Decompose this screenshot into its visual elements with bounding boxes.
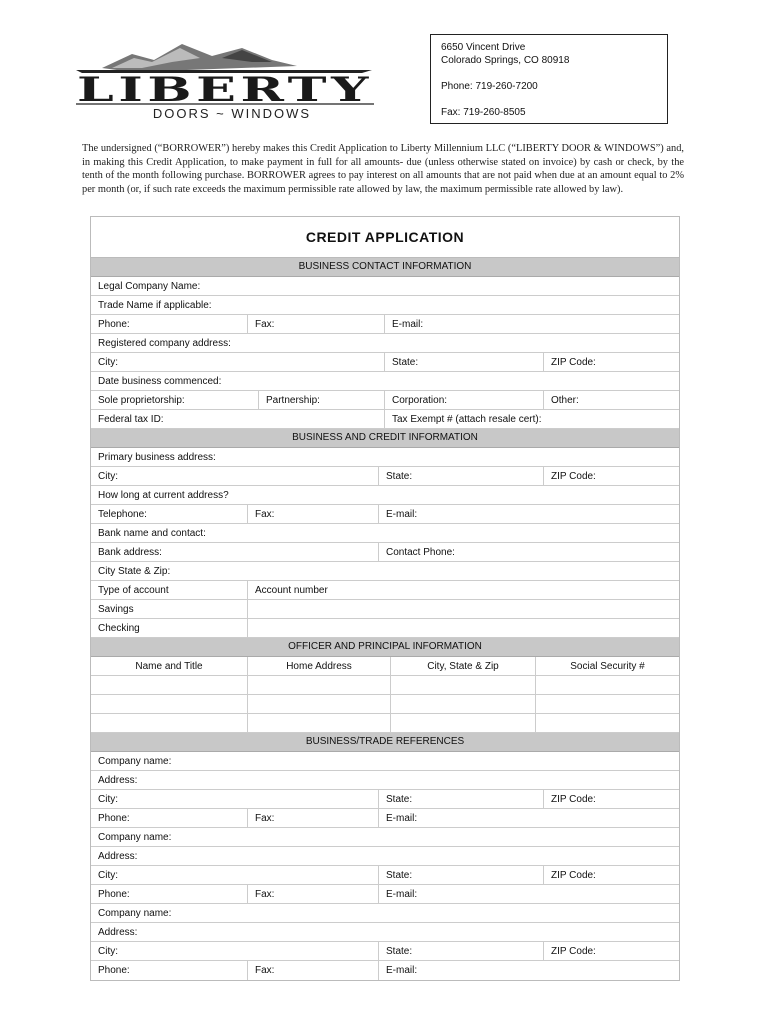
tax-exempt-field[interactable]: Tax Exempt # (attach resale cert):: [392, 413, 542, 425]
address-box: [430, 34, 668, 124]
brand-tagline: DOORS ~ WINDOWS: [152, 106, 312, 120]
corporation-field[interactable]: Corporation:: [385, 391, 544, 409]
officer-address-cell[interactable]: [248, 695, 391, 713]
ref2-fax-field[interactable]: Fax:: [248, 885, 379, 903]
street-address: 6650 Vincent Drive: [441, 42, 526, 53]
sole-proprietorship-field[interactable]: Sole proprietorship:: [91, 391, 259, 409]
officer-ssn-cell[interactable]: [536, 676, 679, 694]
email-field[interactable]: E-mail:: [392, 318, 424, 330]
checking-account-number-field[interactable]: [248, 619, 679, 637]
ref3-zip-field[interactable]: ZIP Code:: [551, 945, 596, 957]
city-line: Colorado Springs, CO 80918: [441, 55, 570, 66]
savings-label: Savings: [91, 600, 248, 618]
ref3-fax-field[interactable]: Fax:: [248, 961, 379, 980]
ref3-phone-field[interactable]: Phone:: [91, 961, 248, 980]
ref1-company-name-field[interactable]: Company name:: [98, 755, 172, 767]
ref2-city-field[interactable]: City:: [91, 866, 379, 884]
city-field[interactable]: City:: [91, 353, 385, 371]
brand-name: LIBERTY: [77, 70, 373, 110]
ref1-phone-field[interactable]: Phone:: [91, 809, 248, 827]
officer-city-cell[interactable]: [391, 714, 536, 732]
credit-zip-field[interactable]: ZIP Code:: [551, 470, 596, 482]
ref3-address-field[interactable]: Address:: [98, 926, 138, 938]
city-state-zip-field[interactable]: City State & Zip:: [98, 565, 171, 577]
contact-phone-field[interactable]: Contact Phone:: [386, 546, 455, 558]
section-header-references: BUSINESS/TRADE REFERENCES: [91, 733, 679, 752]
ref3-city-field[interactable]: City:: [91, 942, 379, 960]
officer-row: [91, 695, 679, 714]
registered-address-field[interactable]: Registered company address:: [98, 337, 231, 349]
officer-col-name: Name and Title: [91, 657, 248, 675]
credit-fax-field[interactable]: Fax:: [248, 505, 379, 523]
officer-row: [91, 714, 679, 733]
how-long-field[interactable]: How long at current address?: [98, 489, 229, 501]
officer-row: [91, 676, 679, 695]
officer-col-address: Home Address: [248, 657, 391, 675]
account-number-label: Account number: [255, 584, 328, 596]
ref2-zip-field[interactable]: ZIP Code:: [551, 869, 596, 881]
ref1-city-field[interactable]: City:: [91, 790, 379, 808]
ref1-zip-field[interactable]: ZIP Code:: [551, 793, 596, 805]
officer-name-cell[interactable]: [91, 714, 248, 732]
credit-state-field[interactable]: State:: [379, 467, 544, 485]
credit-email-field[interactable]: E-mail:: [386, 508, 418, 520]
officer-ssn-cell[interactable]: [536, 695, 679, 713]
section-header-officer: OFFICER AND PRINCIPAL INFORMATION: [91, 638, 679, 657]
credit-application-form: [90, 216, 680, 981]
liberty-logo: [72, 40, 378, 120]
federal-tax-id-field[interactable]: Federal tax ID:: [91, 410, 385, 428]
ref1-fax-field[interactable]: Fax:: [248, 809, 379, 827]
officer-name-cell[interactable]: [91, 676, 248, 694]
other-field[interactable]: Other:: [551, 394, 579, 406]
savings-account-number-field[interactable]: [248, 600, 679, 618]
section-header-contact: BUSINESS CONTACT INFORMATION: [91, 258, 679, 277]
officer-city-cell[interactable]: [391, 695, 536, 713]
fax-number: Fax: 719-260-8505: [441, 107, 526, 118]
trade-name-field[interactable]: Trade Name if applicable:: [98, 299, 212, 311]
partnership-field[interactable]: Partnership:: [259, 391, 385, 409]
officer-city-cell[interactable]: [391, 676, 536, 694]
type-of-account-label: Type of account: [91, 581, 248, 599]
ref2-state-field[interactable]: State:: [379, 866, 544, 884]
fax-field[interactable]: Fax:: [248, 315, 385, 333]
form-title: CREDIT APPLICATION: [91, 217, 679, 258]
primary-address-field[interactable]: Primary business address:: [98, 451, 216, 463]
section-header-credit: BUSINESS AND CREDIT INFORMATION: [91, 429, 679, 448]
ref2-phone-field[interactable]: Phone:: [91, 885, 248, 903]
checking-label: Checking: [91, 619, 248, 637]
officer-ssn-cell[interactable]: [536, 714, 679, 732]
officer-col-ssn: Social Security #: [570, 660, 645, 672]
credit-city-field[interactable]: City:: [91, 467, 379, 485]
mountain-flag-graphic: [72, 40, 378, 120]
phone-field[interactable]: Phone:: [91, 315, 248, 333]
date-commenced-field[interactable]: Date business commenced:: [98, 375, 222, 387]
officer-address-cell[interactable]: [248, 714, 391, 732]
phone-number: Phone: 719-260-7200: [441, 81, 538, 92]
ref3-email-field[interactable]: E-mail:: [386, 965, 418, 976]
ref1-email-field[interactable]: E-mail:: [386, 812, 418, 824]
telephone-field[interactable]: Telephone:: [91, 505, 248, 523]
bank-address-field[interactable]: Bank address:: [91, 543, 379, 561]
ref2-company-name-field[interactable]: Company name:: [98, 831, 172, 843]
state-field[interactable]: State:: [385, 353, 544, 371]
ref3-company-name-field[interactable]: Company name:: [98, 907, 172, 919]
officer-col-city: City, State & Zip: [391, 657, 536, 675]
officer-name-cell[interactable]: [91, 695, 248, 713]
zip-field[interactable]: ZIP Code:: [551, 356, 596, 368]
officer-address-cell[interactable]: [248, 676, 391, 694]
ref1-address-field[interactable]: Address:: [98, 774, 138, 786]
ref3-state-field[interactable]: State:: [379, 942, 544, 960]
ref1-state-field[interactable]: State:: [379, 790, 544, 808]
ref2-address-field[interactable]: Address:: [98, 850, 138, 862]
ref2-email-field[interactable]: E-mail:: [386, 888, 418, 900]
intro-paragraph: The undersigned (“BORROWER”) hereby makes this Credit Application to Liberty Millennium LLC (“LIBERTY DOOR & WINDOWS”) and, in making this Credit Application, to make payment in full for all amounts- due (unless otherwise stated on invoice) by cash or check, by the tenth of the month following purchase. BORROWER agrees to pay interest on all amounts that are not paid when due at an amount equal to 2% per month (or, if such rate exceeds the maximum permissible rate allowed by law, the maximum permissible rate allowed by law).: [82, 143, 684, 195]
bank-name-field[interactable]: Bank name and contact:: [98, 527, 206, 539]
legal-company-name-field[interactable]: Legal Company Name:: [98, 280, 201, 292]
